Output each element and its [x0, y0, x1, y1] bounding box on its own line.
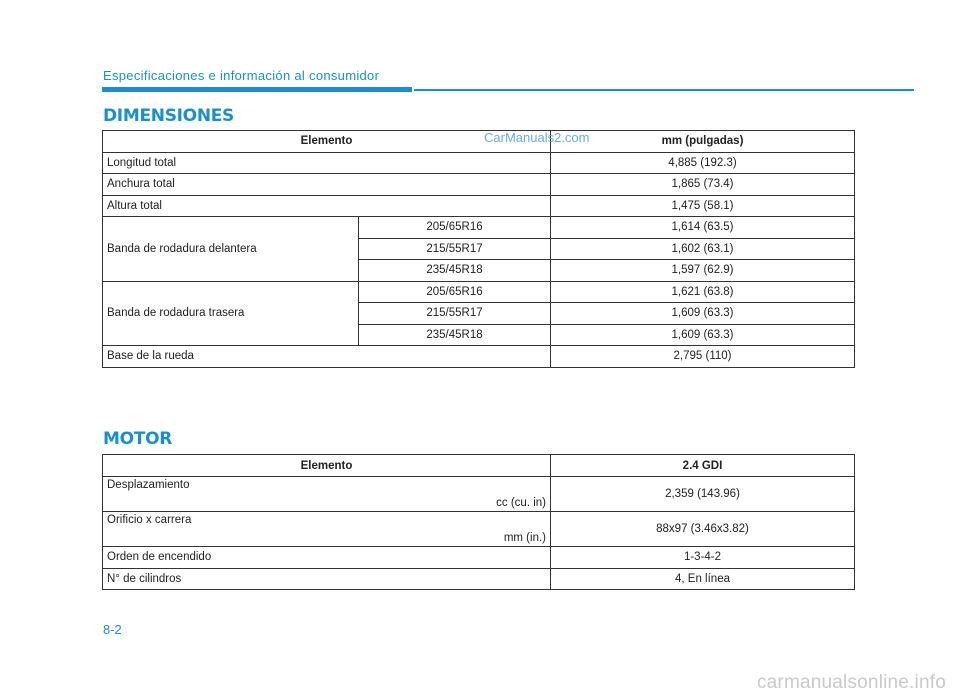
section-header-title: Especificaciones e información al consumidor: [103, 68, 380, 83]
column-header-item: Elemento: [103, 455, 551, 477]
column-header-value: 2.4 GDI: [551, 455, 855, 477]
table-row: [103, 217, 855, 239]
table-row: [103, 568, 855, 590]
row-unit: mm (in.): [503, 532, 546, 544]
row-label: Orden de encendido: [103, 547, 551, 569]
tire-size: 205/65R16: [359, 217, 551, 239]
row-value: 2,795 (110): [551, 346, 855, 368]
row-value: 1,621 (63.8): [551, 281, 855, 303]
row-label-cell: [103, 512, 551, 547]
table-row: [103, 195, 855, 217]
table-row: [103, 281, 855, 303]
header-rule: [414, 89, 914, 91]
motor-heading: MOTOR: [103, 429, 173, 449]
row-value: 1,602 (63.1): [551, 238, 855, 260]
dimensions-heading: DIMENSIONES: [103, 106, 234, 126]
dimensions-table: [102, 130, 855, 368]
row-unit: cc (cu. in): [496, 497, 546, 509]
row-value: 1,609 (63.3): [551, 303, 855, 325]
table-row: [103, 346, 855, 368]
row-label: Orificio x carrera: [107, 514, 192, 526]
column-header-item: Elemento: [103, 131, 551, 153]
row-label: Base de la rueda: [103, 346, 551, 368]
row-value: 1,865 (73.4): [551, 174, 855, 196]
row-label: Altura total: [103, 195, 551, 217]
tire-size: 235/45R18: [359, 260, 551, 282]
tire-size: 215/55R17: [359, 238, 551, 260]
row-label-cell: [103, 477, 551, 512]
row-label: Longitud total: [103, 152, 551, 174]
row-value: 4, En línea: [551, 568, 855, 590]
page-number: 8-2: [103, 622, 122, 637]
header-rule-accent: [102, 87, 412, 92]
row-value: 88x97 (3.46x3.82): [551, 512, 855, 547]
row-label: Banda de rodadura trasera: [103, 281, 359, 346]
row-label: Desplazamiento: [107, 479, 190, 491]
row-label: Banda de rodadura delantera: [103, 217, 359, 282]
table-row: [103, 477, 855, 512]
motor-table: [102, 454, 855, 590]
row-value: 1,614 (63.5): [551, 217, 855, 239]
row-label: Anchura total: [103, 174, 551, 196]
footer-watermark: carmanualsonline.info: [756, 672, 946, 693]
row-value: 1,475 (58.1): [551, 195, 855, 217]
row-value: 1,609 (63.3): [551, 324, 855, 346]
row-value: 1-3-4-2: [551, 547, 855, 569]
table-row: [103, 547, 855, 569]
tire-size: 235/45R18: [359, 324, 551, 346]
row-value: 2,359 (143.96): [551, 477, 855, 512]
row-label: N° de cilindros: [103, 568, 551, 590]
tire-size: 215/55R17: [359, 303, 551, 325]
table-header-row: [103, 131, 855, 153]
table-row: [103, 152, 855, 174]
watermark-text: CarManuals2.com: [484, 130, 590, 145]
table-header-row: [103, 455, 855, 477]
column-header-value: mm (pulgadas): [551, 131, 855, 153]
tire-size: 205/65R16: [359, 281, 551, 303]
row-value: 1,597 (62.9): [551, 260, 855, 282]
row-value: 4,885 (192.3): [551, 152, 855, 174]
table-row: [103, 512, 855, 547]
table-row: [103, 174, 855, 196]
